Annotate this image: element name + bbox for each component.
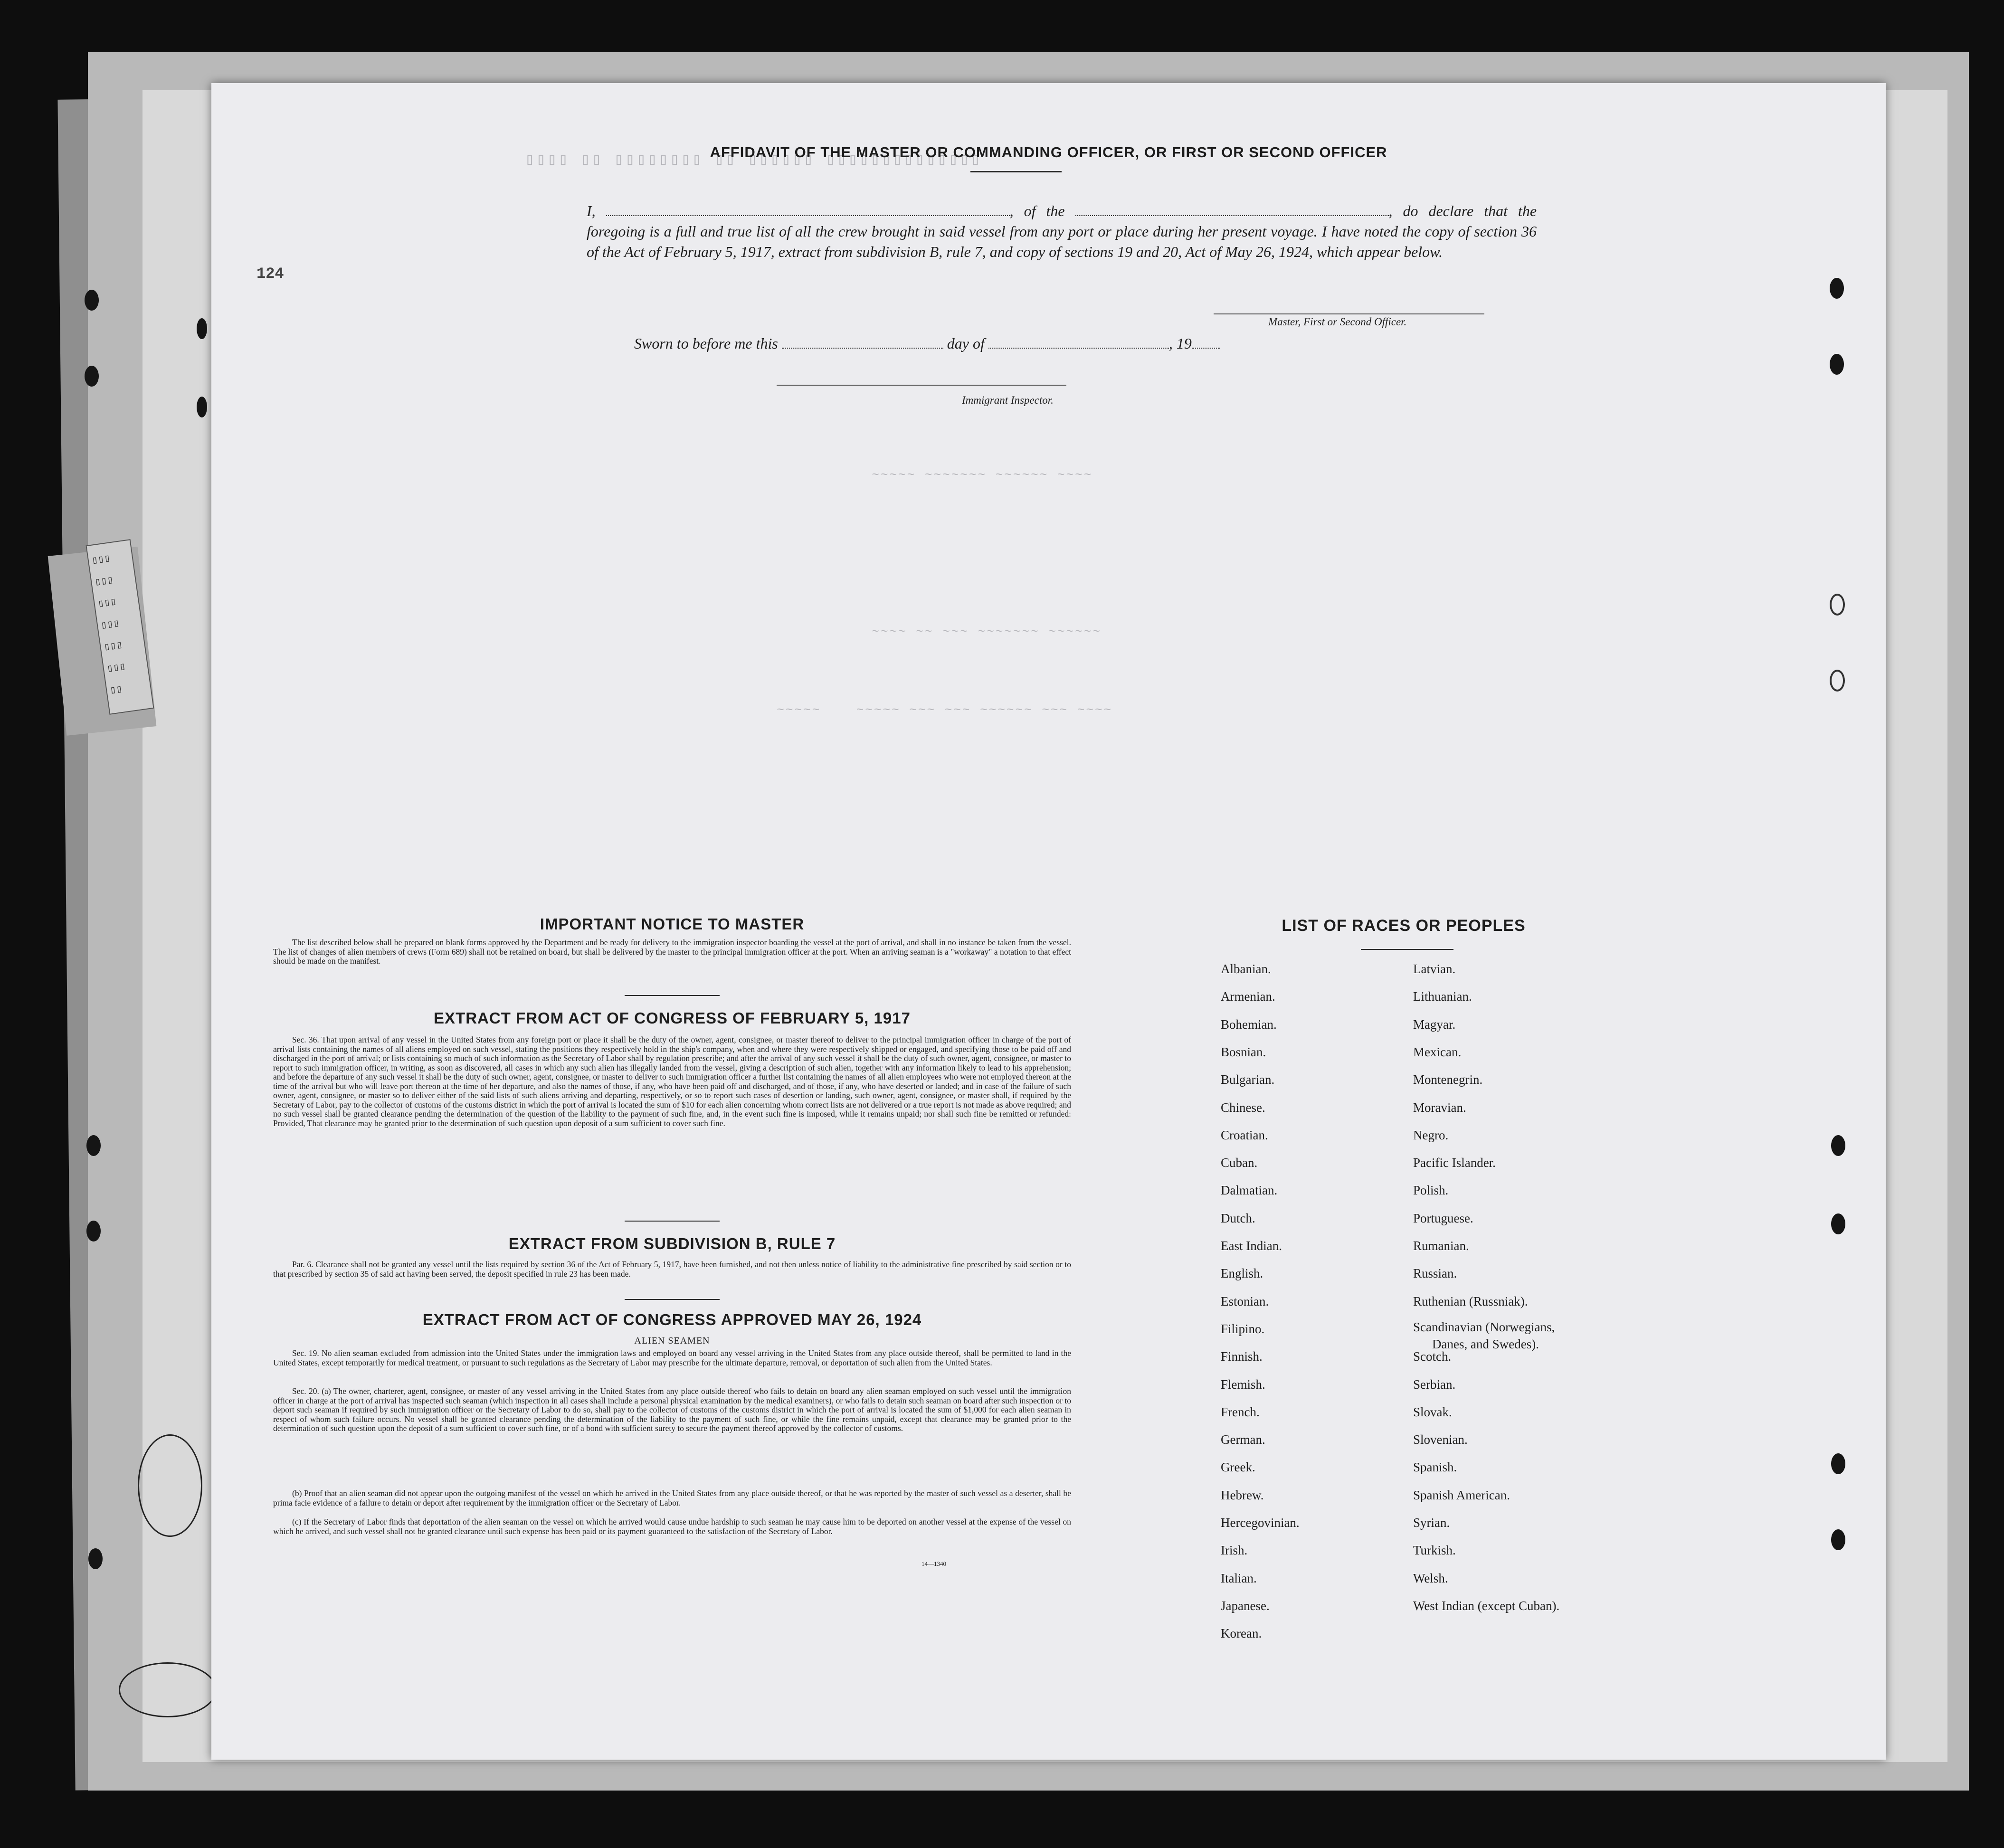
race-item: Chinese. <box>1221 1100 1265 1115</box>
race-item: Russian. <box>1413 1266 1457 1281</box>
of-the-label: , of the <box>1009 202 1065 219</box>
declaration-text: that the foregoing is a full and true list of all the crew brought in said vessel from any port or place during her present voyage. I have noted the copy of section 36 of the Act of February 5, 1917, extract from subdivision B, rule 7, and copy of sections 19 and 20, Act of May 26, 1924, which appear below. <box>587 202 1537 260</box>
rule7-title: EXTRACT FROM SUBDIVISION B, RULE 7 <box>508 1235 836 1252</box>
sworn-line <box>634 335 1220 352</box>
sec20a-body: Sec. 20. (a) The owner, charterer, agent, consignee, or master of any vessel arriving in the United States from any place outside thereof who fails to detain on board any alien seaman employed on such vessel until the immigration officer in charge at the port of arrival has inspected such seaman (which inspection in all cases shall include a personal physical examination by the medical examiners), or who fails to detain such seaman on board after such inspection or to deport such seaman if required by such immigration officer or the Secretary of Labor to do so, shall pay to the collector of customs of the customs district in which the port of arrival is located the sum of $1,000 for each alien seaman in respect of whom such failure occurs. No vessel shall be granted clearance pending the determination of the liability to the payment of such fine, or while the fine remains unpaid, except that clearance may be granted prior to the determination of such question upon the deposit of a sum sufficient to cover such fine, or of a bond with sufficient surety to secure the payment thereof approved by the collector of customs. <box>273 1386 1071 1433</box>
race-item: Croatian. <box>1221 1128 1268 1142</box>
race-item: Mexican. <box>1413 1044 1462 1059</box>
race-item: Cuban. <box>1221 1156 1258 1170</box>
notice-body: The list described below shall be prepared on blank forms approved by the Department and be ready for delivery to the immigration inspector boarding the vessel at the port of arrival, and shall in no instance be taken from the vessel. The list of changes of alien members of crews (Form 689) shall not be retained on board, but shall be delivered by the master to the principal immigration officer at the port. When an arriving seaman is a "workaway" a notation to that effect should be made on the manifest. <box>273 938 1071 966</box>
punch-hole-reinforced <box>1830 670 1845 692</box>
year-label: , 19 <box>1168 335 1192 352</box>
punch-hole <box>1830 354 1844 375</box>
race-item: Dalmatian. <box>1221 1183 1278 1198</box>
race-item: Scandinavian (Norwegians, <box>1413 1319 1555 1334</box>
master-signature-line <box>1214 313 1484 314</box>
day-of-label: day of <box>947 335 985 352</box>
i-label: I, <box>587 202 596 219</box>
affidavit-title: AFFIDAVIT OF THE MASTER OR COMMANDING OFFICER, OR FIRST OR SECOND OFFICER <box>710 144 1387 161</box>
sworn-month-blank <box>988 335 1169 349</box>
binding-string-lower <box>119 1662 217 1717</box>
race-item: Negro. <box>1413 1128 1449 1142</box>
section-rule <box>625 1221 720 1222</box>
punch-hole <box>1831 1529 1845 1550</box>
race-item: Syrian. <box>1413 1516 1450 1530</box>
race-item: Scotch. <box>1413 1349 1452 1364</box>
race-item: Spanish American. <box>1413 1488 1510 1502</box>
extract-1917-title: EXTRACT FROM ACT OF CONGRESS OF FEBRUARY 5, 1917 <box>434 1009 911 1027</box>
notice-title: IMPORTANT NOTICE TO MASTER <box>540 915 805 933</box>
race-item: Greek. <box>1221 1460 1255 1475</box>
punch-hole <box>85 366 99 387</box>
punch-hole <box>1831 1453 1845 1474</box>
race-item: Hercegovinian. <box>1221 1516 1300 1530</box>
punch-hole <box>1830 278 1844 299</box>
inspector-signature-line <box>777 385 1066 386</box>
race-item: Estonian. <box>1221 1294 1269 1308</box>
sworn-label: Sworn to before me this <box>634 335 778 352</box>
affidavit-declaration <box>587 201 1537 262</box>
punch-hole-reinforced <box>1830 594 1845 616</box>
race-item: Latvian. <box>1413 962 1456 976</box>
race-item: East Indian. <box>1221 1239 1282 1253</box>
punch-hole <box>85 290 99 311</box>
punch-hole <box>197 318 207 339</box>
form-number: 14—1340 <box>921 1560 946 1567</box>
inspector-signature-caption: Immigrant Inspector. <box>962 394 1054 406</box>
punch-hole <box>1831 1135 1845 1156</box>
race-item: Albanian. <box>1221 962 1271 976</box>
race-item: Montenegrin. <box>1413 1072 1483 1087</box>
race-item: German. <box>1221 1432 1265 1447</box>
extract-1924-title: EXTRACT FROM ACT OF CONGRESS APPROVED MAY 26, 1924 <box>422 1311 922 1328</box>
extract-1917-body: Sec. 36. That upon arrival of any vessel in the United States from any foreign port or place it shall be the duty of the owner, agent, consignee, or master thereof to deliver to the principal immigration officer in charge of the port of arrival lists containing the names of all aliens employed on such vessel, stating the positions they respectively hold in the ship's company, when and where they were respectively shipped or engaged, and specifying those to be paid off and discharged in the port of arrival; or lists containing so much of such information as the Secretary of Labor shall by regulation prescribe; and after the arrival of any such vessel it shall be the duty of such owner, agent, consignee, or master to report to such immigration officer, in writing, as soon as discovered, all cases in which any such alien has illegally landed from the vessel, giving a description of such alien, together with any information likely to lead to his apprehension; and before the departure of any such vessel it shall be the duty of such owner, agent, consignee, or master to deliver to such immigration officer a further list containing the names of all alien employees who were not employed thereon at the time of the arrival but who will leave port thereon at the time of her departure, and also the names of those, if any, who have been paid off and discharged, and of those, if any, who have deserted or landed; and in case of the failure of such owner, agent, consignee, or master so to deliver either of the said lists of such aliens arriving and departing, respectively, or so to report such cases of desertion or landing, such owner, agent, consignee, or master shall, if required by the Secretary of Labor, pay to the collector of customs of the customs district in which the port of arrival is located the sum of $10 for each alien concerning whom correct lists are not delivered or a true report is not made as above required; and no such vessel shall be granted clearance pending the determination of the question of the liability to the payment of such fine, and, in the event such fine is imposed, while it remains unpaid; nor shall such fine be remitted or refunded: Provided, That clearance may be granted prior to the determination of such question upon deposit of a sum sufficient to cover such fine. <box>273 1035 1071 1128</box>
bleedthrough-handwriting: ~~~~~ ~~~~~ ~~~ ~~~ ~~~~~~ ~~~ ~~~~ <box>777 703 1112 717</box>
extract-1924-subtitle: ALIEN SEAMEN <box>634 1336 710 1346</box>
master-signature-caption: Master, First or Second Officer. <box>1268 316 1407 328</box>
race-item: English. <box>1221 1266 1263 1281</box>
name-blank <box>606 203 1010 216</box>
vessel-blank <box>1075 203 1389 216</box>
race-item: Slovenian. <box>1413 1432 1468 1447</box>
race-item: Japanese. <box>1221 1598 1270 1613</box>
race-item: Irish. <box>1221 1543 1248 1558</box>
punch-hole <box>86 1135 101 1156</box>
race-item: Italian. <box>1221 1571 1257 1585</box>
race-item: Pacific Islander. <box>1413 1156 1496 1170</box>
year-blank <box>1192 335 1220 349</box>
sec20c-body: (c) If the Secretary of Labor finds that deportation of the alien seaman on the vessel on which he arrived would cause undue hardship to such seaman he may cause him to be deported on another vessel at the expense of the vessel on which he arrived, and such vessel shall not be granted clearance until such expense has been paid or its payment guaranteed to the satisfaction of the Secretary of Labor. <box>273 1517 1071 1536</box>
race-item: Bohemian. <box>1221 1017 1277 1032</box>
race-item: Filipino. <box>1221 1321 1265 1336</box>
race-item: West Indian (except Cuban). <box>1413 1598 1560 1613</box>
punch-hole <box>88 1548 103 1569</box>
sec19-body: Sec. 19. No alien seaman excluded from admission into the United States under the immigration laws and employed on board any vessel arriving in the United States from any place outside thereof, shall be permitted to land in the United States, except temporarily for medical treatment, or pursuant to such regulations as the Secretary of Labor may prescribe for the ultimate departure, removal, or deportation of such alien from the United States. <box>273 1348 1071 1367</box>
race-item: Finnish. <box>1221 1349 1263 1364</box>
race-item: Dutch. <box>1221 1211 1255 1225</box>
races-title-rule <box>1361 949 1453 950</box>
race-item: Rumanian. <box>1413 1239 1469 1253</box>
race-item: Bosnian. <box>1221 1044 1266 1059</box>
sec20b-body: (b) Proof that an alien seaman did not appear upon the outgoing manifest of the vessel on which he arrived in the United States from any place outside thereof, or that he was reported by the master of such vessel as a deserter, shall be prima facie evidence of a failure to detain or deport after requirement by the immigration officer or the Secretary of Labor. <box>273 1488 1071 1507</box>
margin-note: 124 <box>256 265 284 283</box>
binding-string <box>138 1434 202 1537</box>
sworn-day-blank <box>782 335 943 349</box>
races-title: LIST OF RACES OR PEOPLES <box>1282 917 1526 935</box>
race-item: Magyar. <box>1413 1017 1456 1032</box>
race-item: Hebrew. <box>1221 1488 1264 1502</box>
punch-hole <box>86 1221 101 1241</box>
race-item: Flemish. <box>1221 1377 1265 1392</box>
title-rule <box>970 171 1062 172</box>
bleedthrough-handwriting: ~~~~ ~~ ~~~ ~~~~~~~ ~~~~~~ <box>872 625 1102 639</box>
rule7-body: Par. 6. Clearance shall not be granted any vessel until the lists required by section 36 of the Act of February 5, 1917, have been furnished, and not then unless notice of liability to the administrative fine prescribed by said section or to that prescribed by section 35 of said act having been served, the deposit specified in rule 23 has been made. <box>273 1260 1071 1279</box>
do-declare-label: , do declare <box>1388 202 1474 219</box>
race-item: Danes, and Swedes). <box>1432 1336 1539 1351</box>
section-rule <box>625 995 720 996</box>
race-item: Armenian. <box>1221 989 1275 1004</box>
race-item: Turkish. <box>1413 1543 1456 1558</box>
race-item: French. <box>1221 1404 1260 1419</box>
bleedthrough-handwriting: ~~~~~ ~~~~~~~ ~~~~~~ ~~~~ <box>872 468 1093 482</box>
race-item: Polish. <box>1413 1183 1449 1198</box>
section-rule <box>625 1299 720 1300</box>
bleedthrough-text: ▯▯▯▯ ▯▯ ▯▯▯▯▯▯▯▯ ▯▯ ▯▯▯▯▯▯ ▯▯▯▯▯▯▯▯▯▯▯▯▯▯ <box>525 152 982 170</box>
race-item: Bulgarian. <box>1221 1072 1275 1087</box>
race-item: Welsh. <box>1413 1571 1448 1585</box>
race-item: Slovak. <box>1413 1404 1452 1419</box>
race-item: Portuguese. <box>1413 1211 1473 1225</box>
attached-stub-label: ▯▯▯ ▯▯▯ ▯▯▯ ▯▯▯ ▯▯▯ ▯▯▯ ▯▯ <box>85 539 154 715</box>
race-item: Lithuanian. <box>1413 989 1472 1004</box>
race-item: Ruthenian (Russniak). <box>1413 1294 1528 1308</box>
manifest-form-sheet <box>211 83 1886 1760</box>
punch-hole <box>197 397 207 417</box>
race-item: Spanish. <box>1413 1460 1457 1475</box>
race-item: Serbian. <box>1413 1377 1456 1392</box>
race-item: Moravian. <box>1413 1100 1466 1115</box>
punch-hole <box>1831 1213 1845 1234</box>
race-item: Korean. <box>1221 1626 1262 1641</box>
